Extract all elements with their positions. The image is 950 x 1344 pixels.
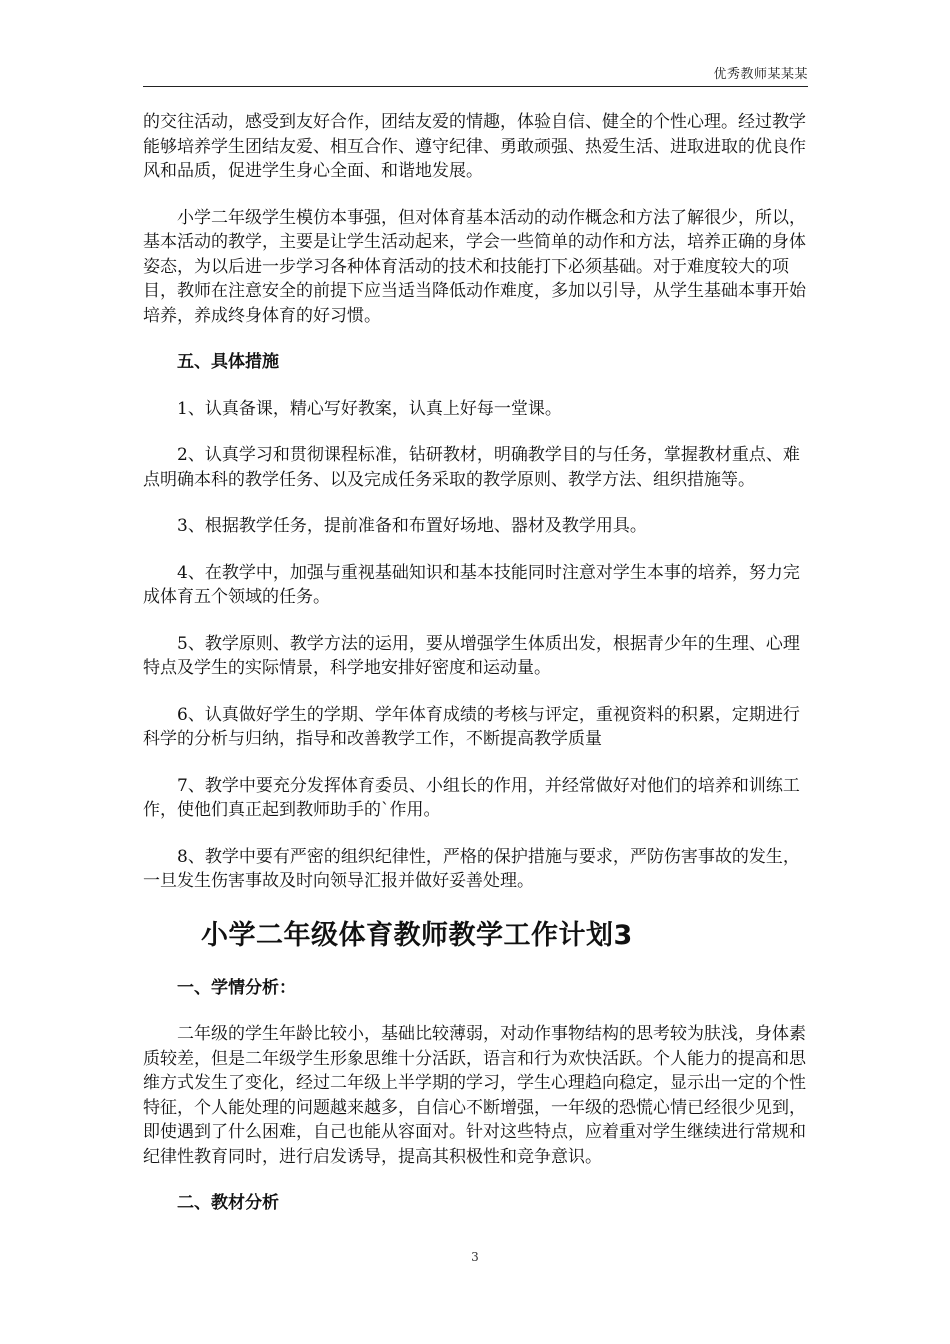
measure-item-8: 8、教学中要有严密的组织纪律性，严格的保护措施与要求，严防伤害事故的发生，一旦发生伤害事故及时向领导汇报并做好妥善处理。 — [143, 846, 800, 891]
section-heading-learning-analysis: 一、学情分析： — [177, 977, 296, 998]
measure-item-1: 1、认真备课，精心写好教案，认真上好每一堂课。 — [177, 398, 562, 419]
document-body — [143, 110, 815, 1238]
page-header — [143, 58, 808, 87]
measure-item-2: 2、认真学习和贯彻课程标准，钻研教材，明确教学目的与任务，掌握教材重点、难点明确本科的教学任务、以及完成任务采取的教学原则、教学方法、组织措施等。 — [143, 445, 800, 490]
measure-item-4: 4、在教学中，加强与重视基础知识和基本技能同时注意对学生本事的培养，努力完成体育五个领域的任务。 — [143, 562, 800, 607]
measure-item-6: 6、认真做好学生的学期、学年体育成绩的考核与评定，重视资料的积累，定期进行科学的分析与归纳，指导和改善教学工作，不断提高教学质量 — [143, 704, 800, 749]
paragraph-continued: 的交往活动，感受到友好合作，团结友爱的情趣，体验自信、健全的个性心理。经过教学能够培养学生团结友爱、相互合作、遵守纪律、勇敢顽强、热爱生活、进取进取的优良作风和品质，促进学生身心全面、和谐地发展。 — [143, 112, 806, 181]
learning-analysis-paragraph: 二年级的学生年龄比较小，基础比较薄弱，对动作事物结构的思考较为肤浅，身体素质较差，但是二年级学生形象思维十分活跃，语言和行为欢快活跃。个人能力的提高和思维方式发生了变化，经过二年级上半学期的学习，学生心理趋向稳定，显示出一定的个性特征，个人能处理的问题越来越多，自信心不断增强，一年级的恐慌心情已经很少见到，即使遇到了什么困难，自己也能从容面对。针对这些特点，应着重对学生继续进行常规和纪律性教育同时，进行启发诱导，提高其积极性和竞争意识。 — [143, 1024, 806, 1167]
measure-item-5: 5、教学原则、教学方法的运用，要从增强学生体质出发，根据青少年的生理、心理特点及学生的实际情景，科学地安排好密度和运动量。 — [143, 633, 800, 678]
measure-item-3: 3、根据教学任务，提前准备和布置好场地、器材及教学用具。 — [177, 516, 647, 536]
paragraph-body: 小学二年级学生模仿本事强，但对体育基本活动的动作概念和方法了解很少，所以，基本活动的教学，主要是让学生活动起来，学会一些简单的动作和方法，培养正确的身体姿态，为以后进一步学习各种体育活动的技术和技能打下必须基础。对于难度较大的项目，教师在注意安全的前提下应当适当降低动作难度，多加以引导，从学生基础本事开始培养，养成终身体育的好习惯。 — [143, 207, 806, 326]
section-heading-measures: 五、具体措施 — [177, 352, 279, 372]
page-number: 3 — [471, 1250, 479, 1264]
header-text: 优秀教师某某某 — [713, 67, 808, 82]
measure-item-7: 7、教学中要充分发挥体育委员、小组长的作用，并经常做好对他们的培养和训练工作，使他们真正起到教师助手的`作用。 — [143, 775, 800, 820]
plan-title: 小学二年级体育教师教学工作计划3 — [201, 919, 633, 951]
section-heading-material-analysis: 二、教材分析 — [177, 1193, 279, 1213]
